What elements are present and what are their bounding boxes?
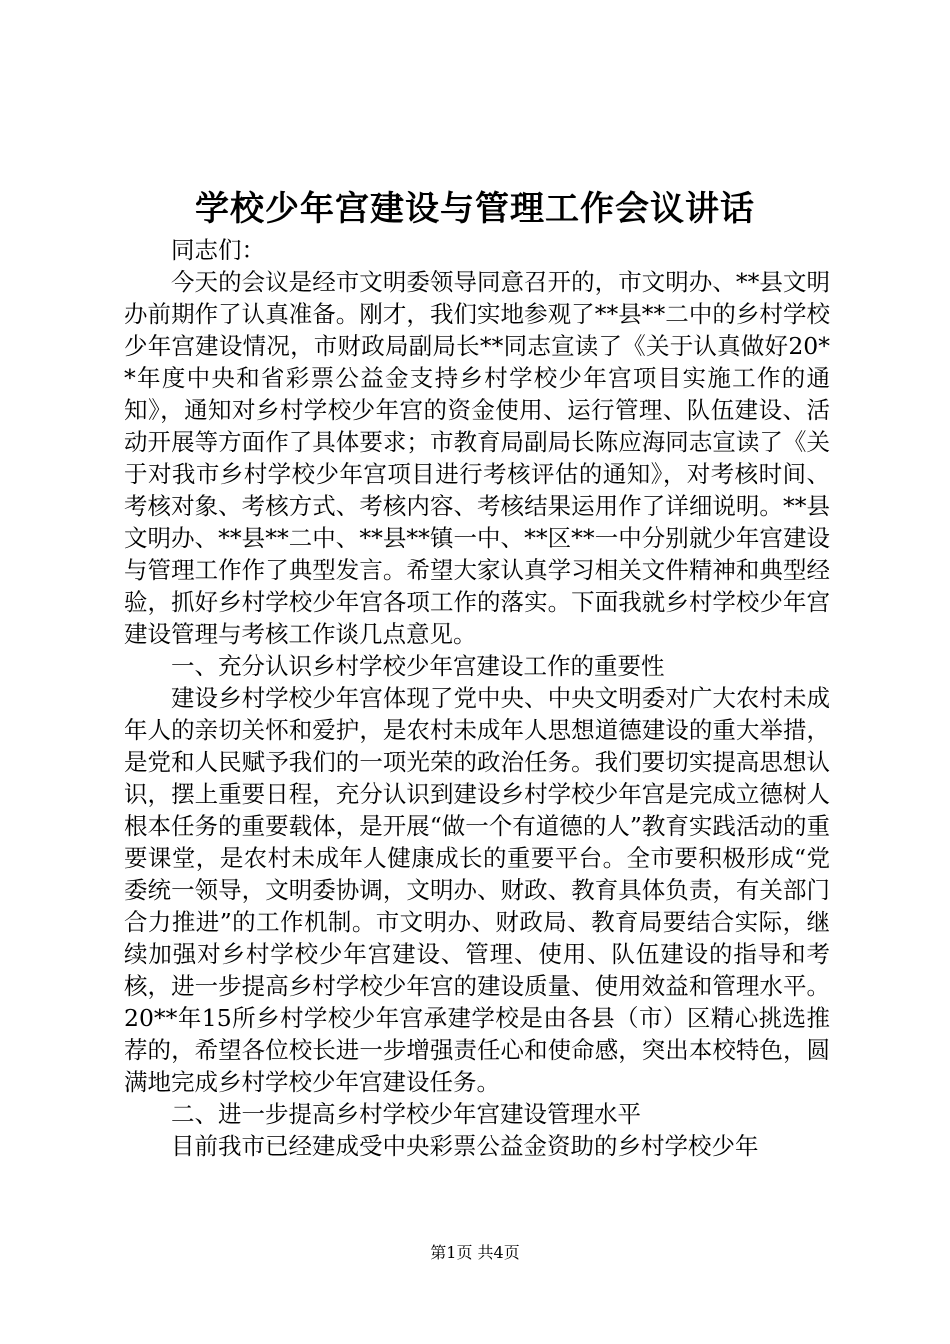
document-body	[124, 234, 830, 1162]
document-title: 学校少年宫建设与管理工作会议讲话	[195, 189, 755, 229]
section-heading: 二、进一步提高乡村学校少年宫建设管理水平	[171, 1100, 641, 1128]
page-footer: 第1页 共4页	[430, 1243, 520, 1262]
body-paragraph: 今天的会议是经市文明委领导同意召开的，市文明办、**县文明办前期作了认真准备。刚才，我们实地参观了**县**二中的乡村学校少年宫建设情况，市财政局副局长**同志宣读了《关于认真做好20**年度中央和省彩票公益金支持乡村学校少年宫项目实施工作的通知》，通知对乡村学校少年宫的资金使用、运行管理、队伍建设、活动开展等方面作了具体要求；市教育局副局长陈应海同志宣读了《关于对我市乡村学校少年宫项目进行考核评估的通知》，对考核时间、考核对象、考核方式、考核内容、考核结果运用作了详细说明。**县文明办、**县**二中、**县**镇一中、**区**一中分别就少年宫建设与管理工作作了典型发言。希望大家认真学习相关文件精神和典型经验，抓好乡村学校少年宫各项工作的落实。下面我就乡村学校少年宫建设管理与考核工作谈几点意见。	[124, 268, 830, 648]
section-heading: 一、充分认识乡村学校少年宫建设工作的重要性	[171, 652, 665, 680]
body-paragraph: 建设乡村学校少年宫体现了党中央、中央文明委对广大农村未成年人的亲切关怀和爱护，是农村未成年人思想道德建设的重大举措，是党和人民赋予我们的一项光荣的政治任务。我们要切实提高思想认识，摆上重要日程，充分认识到建设乡村学校少年宫是完成立德树人根本任务的重要载体，是开展“做一个有道德的人”教育实践活动的重要课堂，是农村未成年人健康成长的重要平台。全市要积极形成“党委统一领导，文明委协调，文明办、财政、教育具体负责，有关部门合力推进”的工作机制。市文明办、财政局、教育局要结合实际，继续加强对乡村学校少年宫建设、管理、使用、队伍建设的指导和考核，进一步提高乡村学校少年宫的建设质量、使用效益和管理水平。20**年15所乡村学校少年宫承建学校是由各县（市）区精心挑选推荐的，希望各位校长进一步增强责任心和使命感，突出本校特色，圆满地完成乡村学校少年宫建设任务。	[124, 684, 830, 1096]
salutation: 同志们：	[171, 236, 265, 264]
body-paragraph: 目前我市已经建成受中央彩票公益金资助的乡村学校少年	[171, 1132, 759, 1160]
